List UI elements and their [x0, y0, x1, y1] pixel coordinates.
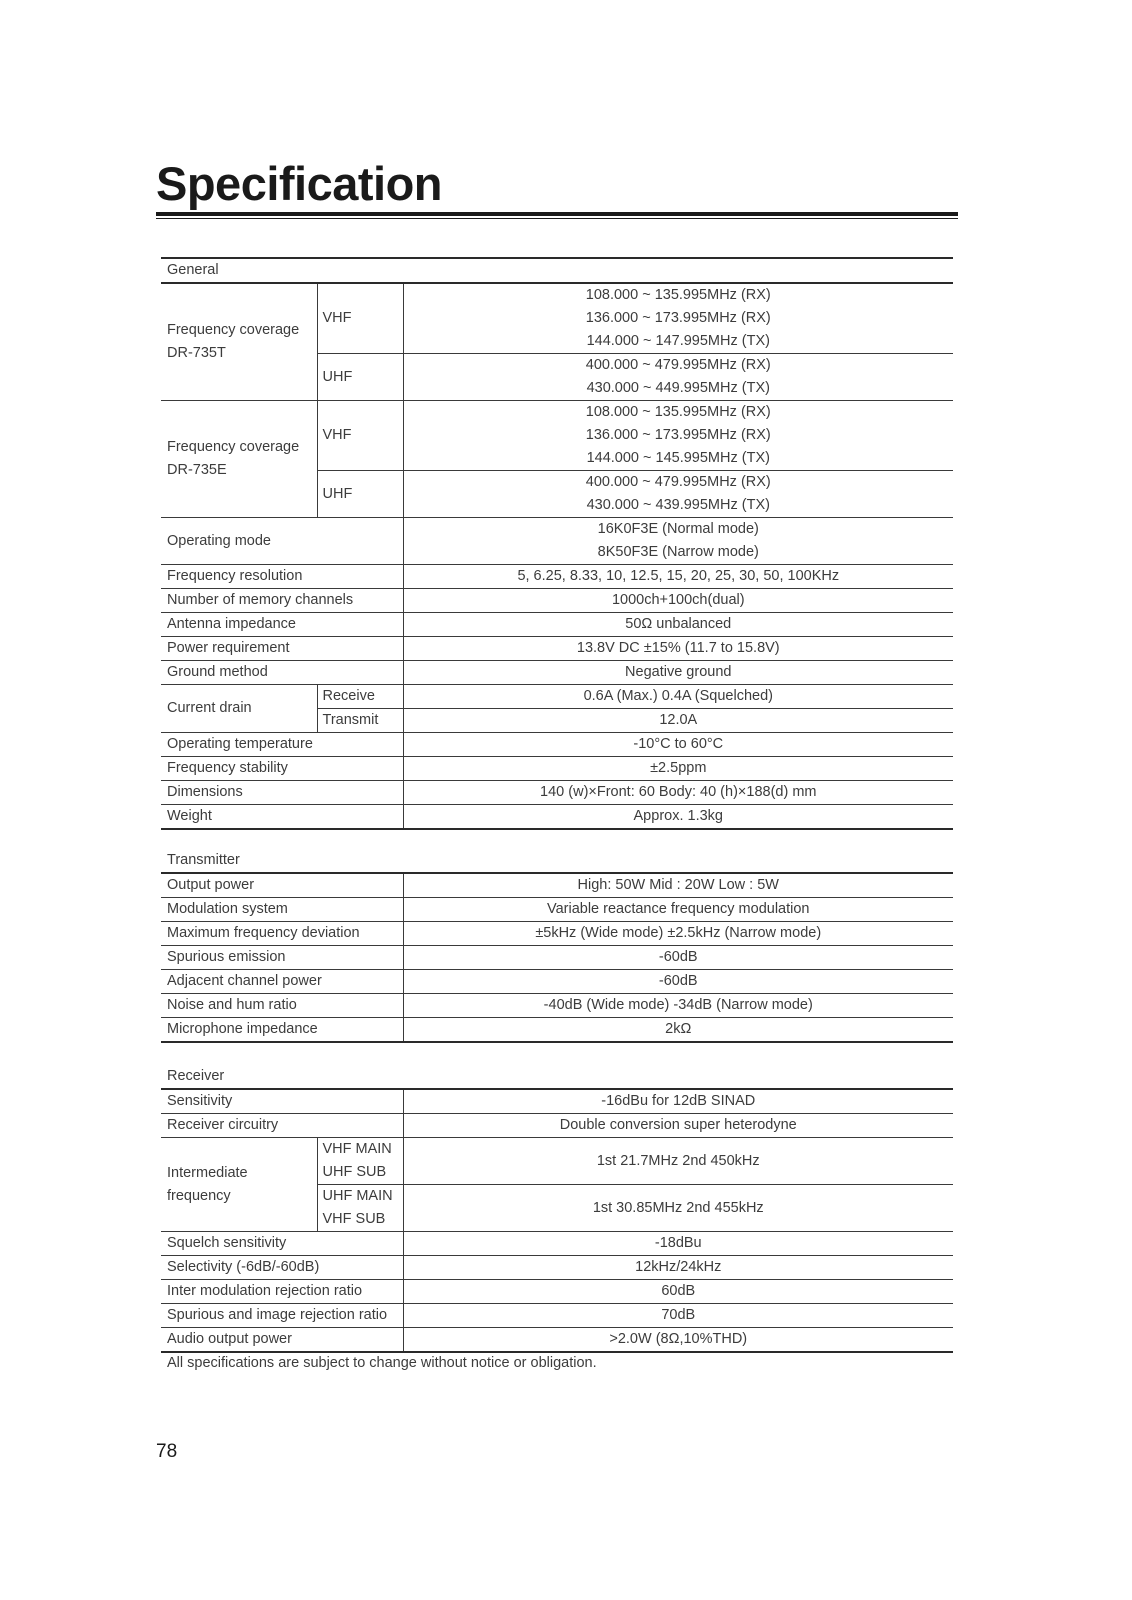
current-drain-transmit-value: 12.0A — [403, 709, 953, 733]
receiver-spec-table — [161, 1088, 953, 1353]
spec-value: 1000ch+100ch(dual) — [403, 589, 953, 613]
spec-value: Approx. 1.3kg — [403, 805, 953, 830]
freq-e-vhf-value: 108.000 ~ 135.995MHz (RX) — [403, 401, 953, 425]
spec-label: Squelch sensitivity — [161, 1232, 403, 1256]
spec-value: Double conversion super heterodyne — [403, 1114, 953, 1138]
footnote: All specifications are subject to change without notice or obligation. — [167, 1355, 597, 1371]
if-b-value: 1st 30.85MHz 2nd 455kHz — [403, 1185, 953, 1232]
spec-value: ±2.5ppm — [403, 757, 953, 781]
spec-value: High: 50W Mid : 20W Low : 5W — [403, 873, 953, 898]
current-drain-label: Current drain — [161, 685, 317, 733]
freq-e-vhf-value: 144.000 ~ 145.995MHz (TX) — [403, 447, 953, 471]
spec-label: Noise and hum ratio — [161, 994, 403, 1018]
general-spec-table — [161, 257, 953, 830]
spec-label: Frequency resolution — [161, 565, 403, 589]
operating-mode-label: Operating mode — [161, 518, 403, 565]
freq-e-uhf-value: 430.000 ~ 439.995MHz (TX) — [403, 494, 953, 518]
spec-label: Microphone impedance — [161, 1018, 403, 1043]
freq-t-vhf-value: 108.000 ~ 135.995MHz (RX) — [403, 283, 953, 307]
spec-label: Power requirement — [161, 637, 403, 661]
spec-value: 13.8V DC ±15% (11.7 to 15.8V) — [403, 637, 953, 661]
spec-label: Ground method — [161, 661, 403, 685]
spec-value: -16dBu for 12dB SINAD — [403, 1089, 953, 1114]
spec-label: Receiver circuitry — [161, 1114, 403, 1138]
spec-value: -60dB — [403, 970, 953, 994]
page-title: Specification — [156, 157, 443, 210]
transmitter-spec-table — [161, 872, 953, 1043]
spec-value: >2.0W (8Ω,10%THD) — [403, 1328, 953, 1353]
spec-label: Sensitivity — [161, 1089, 403, 1114]
spec-label: Audio output power — [161, 1328, 403, 1353]
spec-value: 60dB — [403, 1280, 953, 1304]
section-header-general: General — [161, 258, 953, 283]
spec-label: Selectivity (-6dB/-60dB) — [161, 1256, 403, 1280]
spec-value: -10°C to 60°C — [403, 733, 953, 757]
freq-e-uhf-label: UHF — [317, 471, 403, 518]
freq-coverage-e-label: Frequency coverage DR-735E — [161, 401, 317, 518]
spec-value: -40dB (Wide mode) -34dB (Narrow mode) — [403, 994, 953, 1018]
spec-label: Adjacent channel power — [161, 970, 403, 994]
freq-t-uhf-label: UHF — [317, 354, 403, 401]
spec-value: 50Ω unbalanced — [403, 613, 953, 637]
spec-value: -18dBu — [403, 1232, 953, 1256]
if-uhf-sub-label: UHF SUB — [317, 1161, 403, 1185]
if-vhf-main-label: VHF MAIN — [317, 1138, 403, 1162]
section-header-transmitter: Transmitter — [167, 852, 240, 868]
page-number: 78 — [156, 1441, 178, 1462]
spec-value: -60dB — [403, 946, 953, 970]
spec-label: Dimensions — [161, 781, 403, 805]
freq-e-vhf-label: VHF — [317, 401, 403, 471]
freq-t-vhf-value: 144.000 ~ 147.995MHz (TX) — [403, 330, 953, 354]
spec-label: Output power — [161, 873, 403, 898]
spec-label: Weight — [161, 805, 403, 830]
spec-value: 140 (w)×Front: 60 Body: 40 (h)×188(d) mm — [403, 781, 953, 805]
current-drain-transmit-label: Transmit — [317, 709, 403, 733]
spec-label: Spurious and image rejection ratio — [161, 1304, 403, 1328]
title-rule — [156, 212, 958, 216]
spec-value: Variable reactance frequency modulation — [403, 898, 953, 922]
spec-label: Number of memory channels — [161, 589, 403, 613]
spec-value: 5, 6.25, 8.33, 10, 12.5, 15, 20, 25, 30, 50, 100KHz — [403, 565, 953, 589]
if-a-value: 1st 21.7MHz 2nd 450kHz — [403, 1138, 953, 1185]
spec-value: 70dB — [403, 1304, 953, 1328]
freq-e-uhf-value: 400.000 ~ 479.995MHz (RX) — [403, 471, 953, 495]
spec-label: Modulation system — [161, 898, 403, 922]
spec-value: 12kHz/24kHz — [403, 1256, 953, 1280]
operating-mode-value: 16K0F3E (Normal mode) — [403, 518, 953, 542]
section-header-receiver: Receiver — [167, 1068, 225, 1084]
freq-t-uhf-value: 430.000 ~ 449.995MHz (TX) — [403, 377, 953, 401]
freq-t-vhf-label: VHF — [317, 283, 403, 354]
freq-coverage-t-label: Frequency coverage DR-735T — [161, 283, 317, 401]
freq-e-vhf-value: 136.000 ~ 173.995MHz (RX) — [403, 424, 953, 447]
title-rule-thin — [156, 218, 958, 219]
freq-t-uhf-value: 400.000 ~ 479.995MHz (RX) — [403, 354, 953, 378]
spec-value: 2kΩ — [403, 1018, 953, 1043]
intermediate-frequency-label: Intermediate frequency — [161, 1138, 317, 1232]
spec-label: Maximum frequency deviation — [161, 922, 403, 946]
operating-mode-value: 8K50F3E (Narrow mode) — [403, 541, 953, 565]
spec-label: Inter modulation rejection ratio — [161, 1280, 403, 1304]
current-drain-receive-label: Receive — [317, 685, 403, 709]
freq-t-vhf-value: 136.000 ~ 173.995MHz (RX) — [403, 307, 953, 330]
if-uhf-main-label: UHF MAIN — [317, 1185, 403, 1209]
spec-value: ±5kHz (Wide mode) ±2.5kHz (Narrow mode) — [403, 922, 953, 946]
current-drain-receive-value: 0.6A (Max.) 0.4A (Squelched) — [403, 685, 953, 709]
spec-label: Operating temperature — [161, 733, 403, 757]
spec-label: Antenna impedance — [161, 613, 403, 637]
if-vhf-sub-label: VHF SUB — [317, 1208, 403, 1232]
spec-label: Spurious emission — [161, 946, 403, 970]
spec-label: Frequency stability — [161, 757, 403, 781]
spec-value: Negative ground — [403, 661, 953, 685]
